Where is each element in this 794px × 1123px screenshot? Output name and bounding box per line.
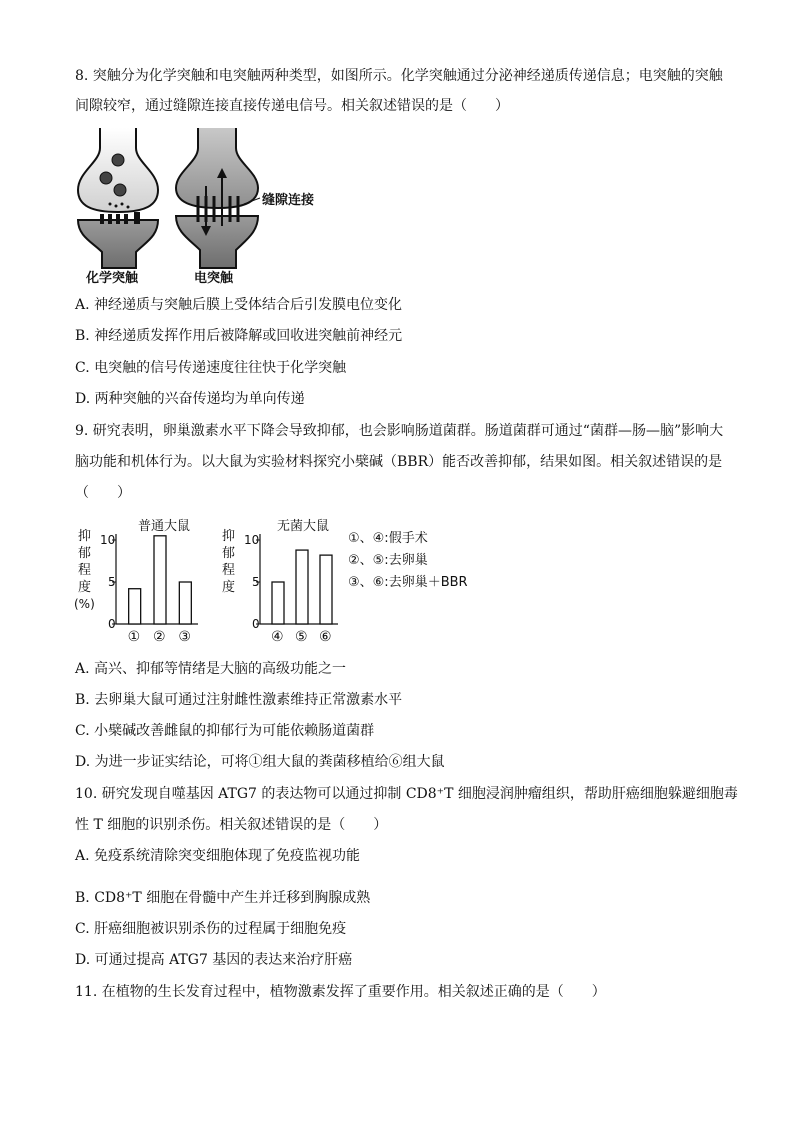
vesicle-1 [112, 154, 124, 166]
chart2-ytick-label: 10 [244, 533, 260, 547]
legend-item-3: ③、⑥:去卵巢＋BBR [348, 575, 468, 590]
chart1-category-label: ③ [178, 629, 191, 645]
q11-stem-line-1: 11. 在植物的生长发育过程中，植物激素发挥了重要作用。相关叙述正确的是（ ） [75, 984, 606, 1000]
vesicle-3 [114, 184, 126, 196]
svg-text:程: 程 [222, 563, 236, 578]
svg-text:郁: 郁 [222, 546, 236, 561]
electric-presynaptic-terminal [176, 128, 258, 208]
q8-option-b: B. 神经递质发挥作用后被降解或回收进突触前神经元 [75, 328, 403, 344]
chart2-category-label: ④ [271, 629, 284, 645]
svg-text:度: 度 [222, 580, 236, 595]
q9-option-b: B. 去卵巢大鼠可通过注射雌性激素维持正常激素水平 [75, 692, 403, 708]
q10-stem-line-2: 性 T 细胞的识别杀伤。相关叙述错误的是（ ） [75, 817, 388, 833]
chart2-ylabel [222, 528, 235, 595]
chart2-ytick-label: 0 [252, 617, 260, 631]
q8-stem-line-1: 8. 突触分为化学突触和电突触两种类型，如图所示。化学突触通过分泌神经递质传递信息；电突触的突触 [75, 68, 723, 84]
chart2-bar-1 [272, 582, 284, 624]
chart1-category-label: ② [153, 629, 166, 645]
svg-text:抑: 抑 [222, 529, 236, 544]
q10-option-c: C. 肝癌细胞被识别杀伤的过程属于细胞免疫 [75, 921, 347, 937]
label-gap-junction: 缝隙连接 [262, 193, 315, 208]
q9-option-a: A. 高兴、抑郁等情绪是大脑的高级功能之一 [75, 661, 347, 677]
svg-text:抑: 抑 [78, 529, 92, 544]
chemical-presynaptic-terminal [78, 128, 158, 212]
q10-option-d: D. 可通过提高 ATG7 基因的表达来治疗肝癌 [75, 952, 353, 968]
chart1-bar-3 [179, 582, 191, 624]
chart1-ytick-label: 0 [108, 617, 116, 631]
svg-text:(%): (%) [74, 597, 95, 611]
q9-option-c: C. 小檗碱改善雌鼠的抑郁行为可能依赖肠道菌群 [75, 723, 375, 739]
vesicle-2 [100, 172, 112, 184]
chart1-ylabel [74, 528, 95, 611]
bar-charts [72, 516, 502, 646]
electric-postsynaptic-neuron [176, 216, 258, 268]
q9-option-d: D. 为进一步证实结论，可将①组大鼠的粪菌移植给⑥组大鼠 [75, 754, 445, 770]
q9-stem-line-3: （ ） [75, 485, 131, 501]
legend-item-1: ①、④:假手术 [348, 531, 428, 546]
synapse-diagram [72, 126, 332, 286]
chart2-ytick-label: 5 [252, 575, 260, 589]
label-electric-synapse: 电突触 [194, 271, 234, 286]
q8-option-a: A. 神经递质与突触后膜上受体结合后引发膜电位变化 [75, 297, 403, 313]
q8-option-c: C. 电突触的信号传递速度往往快于化学突触 [75, 360, 347, 376]
q9-figure [72, 516, 502, 646]
chart1-title: 普通大鼠 [138, 519, 191, 534]
chart1-bar-1 [129, 589, 141, 624]
chemical-postsynaptic-neuron [78, 220, 158, 268]
svg-text:程: 程 [78, 563, 92, 578]
q9-stem-line-2: 脑功能和机体行为。以大鼠为实验材料探究小檗碱（BBR）能否改善抑郁，结果如图。相关叙述错误的是 [75, 454, 723, 470]
chart2-title: 无菌大鼠 [277, 519, 330, 534]
q8-option-d: D. 两种突触的兴奋传递均为单向传递 [75, 391, 305, 407]
synapse-figure [72, 126, 332, 286]
chart2-bar-2 [296, 550, 308, 624]
q8-stem-line-2: 间隙较窄，通过缝隙连接直接传递电信号。相关叙述错误的是（ ） [75, 98, 509, 114]
chart2-category-label: ⑥ [319, 629, 332, 645]
q10-option-a: A. 免疫系统清除突变细胞体现了免疫监视功能 [75, 848, 361, 864]
chart1-bar-2 [154, 536, 166, 624]
chart2-category-label: ⑤ [295, 629, 308, 645]
q9-stem-line-1: 9. 研究表明，卵巢激素水平下降会导致抑郁，也会影响肠道菌群。肠道菌群可通过“菌群—肠—脑”影响大 [75, 423, 724, 439]
label-chemical-synapse: 化学突触 [86, 271, 139, 286]
chart2-bar-3 [320, 555, 332, 624]
legend-item-2: ②、⑤:去卵巢 [348, 553, 428, 568]
chart1-category-label: ① [127, 629, 141, 645]
q10-option-b: B. CD8⁺T 细胞在骨髓中产生并迁移到胸腺成熟 [75, 890, 371, 906]
q10-stem-line-1: 10. 研究发现自噬基因 ATG7 的表达物可以通过抑制 CD8⁺T 细胞浸润肿瘤组织，帮助肝癌细胞躲避细胞毒 [75, 786, 738, 802]
chart1-ytick-label: 5 [108, 575, 116, 589]
chart1-ytick-label: 10 [100, 533, 116, 547]
svg-text:度: 度 [78, 580, 92, 595]
svg-text:郁: 郁 [78, 546, 92, 561]
